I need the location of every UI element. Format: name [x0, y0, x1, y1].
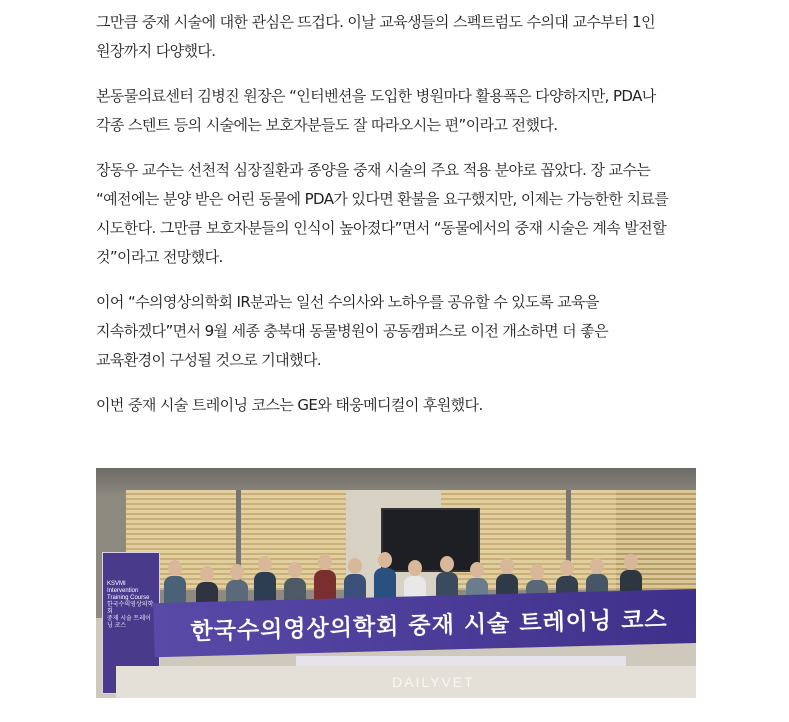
paragraph-line: 그만큼 중재 시술에 대한 관심은 뜨겁다. 이날 교육생들의 스펙트럼도 수의대 교수부터 1인	[96, 13, 656, 31]
watermark: DAILYVET	[392, 674, 475, 690]
person	[256, 556, 274, 606]
article-paragraph	[96, 82, 696, 140]
article-paragraph	[96, 391, 696, 420]
paragraph-line: “예전에는 분양 받은 어린 동물에 PDA가 있다면 환불을 요구했지만, 이제는 가능한한 치료를	[96, 190, 669, 208]
paragraph-line: 이번 중재 시술 트레이닝 코스는 GE와 태웅메디컬이 후원했다.	[96, 396, 483, 414]
person	[376, 552, 394, 602]
paragraph-line: 이어 “수의영상의학회 IR분과는 일선 수의사와 노하우를 공유할 수 있도록 교육을	[96, 293, 599, 311]
paragraph-line: 것”이라고 전망했다.	[96, 248, 223, 266]
paragraph-line: 각종 스텐트 등의 시술에는 보호자분들도 잘 따라오시는 편”이라고 전했다.	[96, 116, 558, 134]
group-photo	[96, 468, 696, 698]
paragraph-line: 원장까지 다양했다.	[96, 42, 216, 60]
article-paragraph	[96, 288, 696, 375]
banner-text: 한국수의영상의학회 중재 시술 트레이닝 코스	[190, 606, 668, 645]
standee-text: KSVMI Intervention Training Course 한국수의영상의학회 중재 시술 트레이닝 코스	[107, 581, 154, 629]
article-paragraph	[96, 156, 696, 272]
paragraph-line: 시도한다. 그만큼 보호자분들의 인식이 높아졌다”면서 “동물에서의 중재 시술은 계속 발전할	[96, 219, 666, 237]
paragraph-line: 본동물의료센터 김병진 원장은 “인터벤션을 도입한 병원마다 활용폭은 다양하지만, PDA나	[96, 87, 656, 105]
paragraph-line: 장동우 교수는 선천적 심장질환과 종양을 중재 시술의 주요 적용 분야로 꼽았다. 장 교수는	[96, 161, 651, 179]
person	[316, 554, 334, 604]
paragraph-line: 지속하겠다”면서 9월 세종 충북대 동물병원이 공동캠퍼스로 이전 개소하면 더 좋은	[96, 322, 609, 340]
article-paragraph	[96, 8, 696, 66]
article-body	[96, 8, 696, 436]
paragraph-line: 교육환경이 구성될 것으로 기대했다.	[96, 351, 322, 369]
